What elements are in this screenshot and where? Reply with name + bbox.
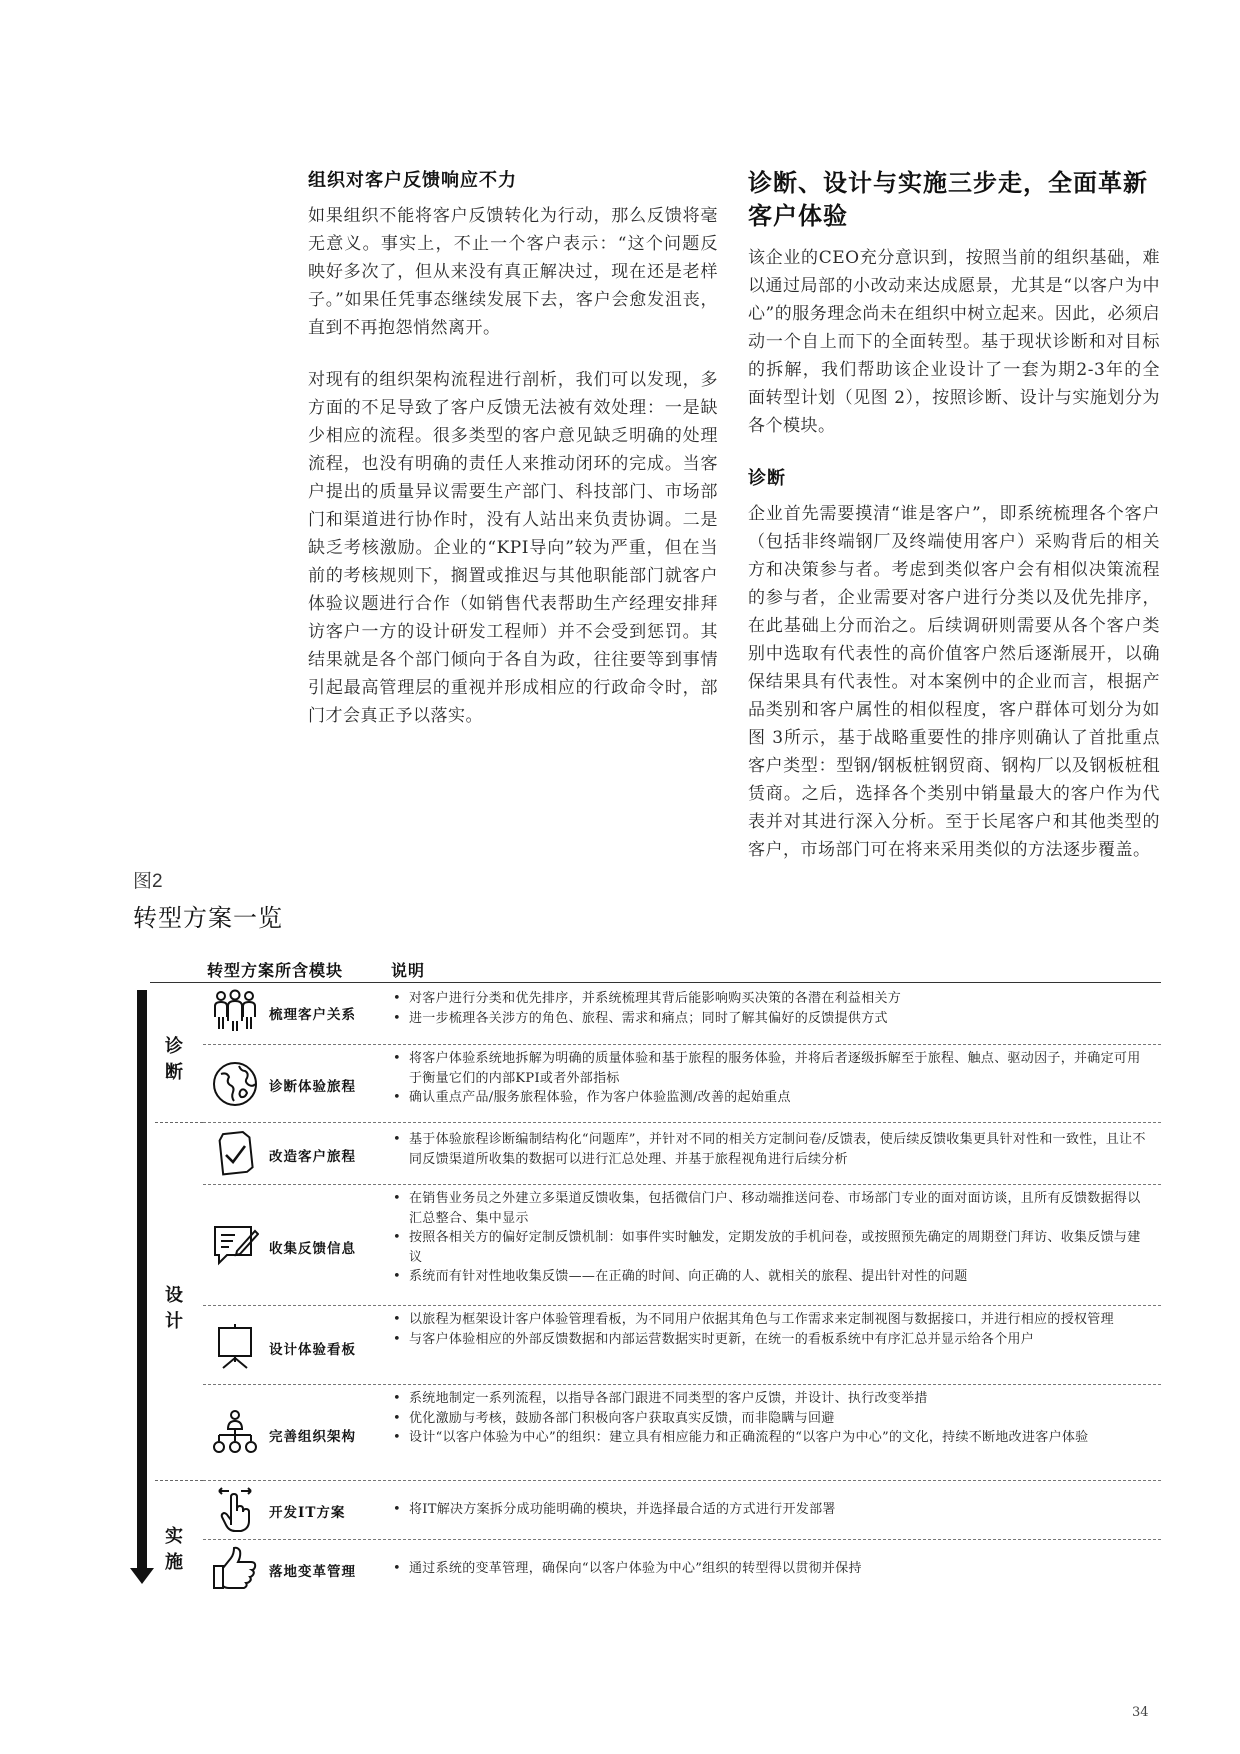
bullet-item: • 进一步梳理各关涉方的角色、旅程、需求和痛点；同时了解其偏好的反馈提供方式: [391, 1009, 1151, 1029]
bullet-item: • 与客户体验相应的外部反馈数据和内部运营数据实时更新，在统一的看板系统中有序汇总并显示给各个用户: [391, 1330, 1151, 1350]
phase-separator: [155, 1122, 203, 1123]
table-row: [203, 1308, 1161, 1383]
phase-design: 设计: [165, 1285, 183, 1332]
module-name: 设计体验看板: [269, 1342, 356, 1358]
module-description: [391, 1049, 1151, 1108]
left-column: [308, 166, 718, 754]
module-description: [391, 1130, 1151, 1169]
table-row: [203, 1187, 1161, 1304]
touch-swipe-icon: [211, 1485, 259, 1533]
bullet-item: • 对客户进行分类和优先排序，并系统梳理其背后能影响购买决策的各潜在利益相关方: [391, 989, 1151, 1009]
bullet-item: • 在销售业务员之外建立多渠道反馈收集，包括微信门户、移动端推送问卷、市场部门专业的面对面访谈，且所有反馈数据得以汇总整合、集中显示: [391, 1189, 1151, 1228]
module-name: 收集反馈信息: [269, 1241, 356, 1257]
bullet-item: • 将客户体验系统地拆解为明确的质量体验和基于旅程的服务体验，并将后者逐级拆解至于旅程、触点、驱动因子，并确定可用于衡量它们的内部KPI或者外部指标: [391, 1049, 1151, 1088]
module-name: 落地变革管理: [269, 1564, 356, 1580]
process-arrow-head: [130, 1568, 154, 1584]
thumbs-up-icon: [211, 1544, 259, 1592]
row-separator: [203, 1044, 1161, 1045]
row-separator: [203, 1184, 1161, 1185]
table-row: [203, 1542, 1161, 1602]
phase-separator: [155, 1480, 203, 1481]
module-description: [391, 989, 1151, 1028]
dashboard-board-icon: [211, 1322, 259, 1370]
org-chart-icon: [211, 1409, 259, 1457]
module-description: [391, 1189, 1151, 1287]
feedback-edit-icon: [211, 1221, 259, 1269]
table-header-description: 说明: [391, 961, 426, 980]
left-heading: 组织对客户反馈响应不力: [308, 170, 517, 191]
row-separator: [203, 1122, 1161, 1123]
bullet-item: • 将IT解决方案拆分成功能明确的模块，并选择最合适的方式进行开发部署: [391, 1500, 1151, 1520]
module-description: [391, 1500, 1151, 1520]
globe-icon: [211, 1060, 259, 1108]
row-separator: [203, 1384, 1161, 1385]
bullet-item: • 优化激励与考核，鼓励各部门积极向客户获取真实反馈，而非隐瞒与回避: [391, 1409, 1151, 1429]
left-paragraph-1: 如果组织不能将客户反馈转化为行动，那么反馈将毫无意义。事实上，不止一个客户表示：“这个问题反映好多次了，但从来没有真正解决过，现在还是老样子。”如果任凭事态继续发展下去，客户会愈发沮丧，直到不再抱怨悄然离开。: [308, 206, 718, 338]
table-row: [203, 1387, 1161, 1479]
module-name: 完善组织架构: [269, 1429, 356, 1445]
right-intro: 该企业的CEO充分意识到，按照当前的组织基础，难以通过局部的小改动来达成愿景，尤其是“以客户为中心”的服务理念尚未在组织中树立起来。因此，必须启动一个自上而下的全面转型。基于现状诊断和对目标的拆解，我们帮助该企业设计了一套为期2-3年的全面转型计划（见图 2），按照诊断、设计与实施划分为各个模块。: [748, 248, 1160, 436]
row-separator: [203, 1305, 1161, 1306]
bullet-item: • 确认重点产品/服务旅程体验，作为客户体验监测/改善的起始重点: [391, 1088, 1151, 1108]
right-subheading: 诊断: [748, 468, 786, 489]
module-name: 开发IT方案: [269, 1505, 346, 1521]
bullet-item: • 系统地制定一系列流程，以指导各部门跟进不同类型的客户反馈，并设计、执行改变举措: [391, 1389, 1151, 1409]
bullet-item: • 以旅程为框架设计客户体验管理看板，为不同用户依据其角色与工作需求来定制视图与数据接口，并进行相应的授权管理: [391, 1310, 1151, 1330]
table-row: [203, 1047, 1161, 1121]
module-name: 梳理客户关系: [269, 1007, 356, 1023]
table-row: [203, 1125, 1161, 1183]
row-separator: [203, 1539, 1161, 1540]
phase-implement: 实施: [165, 1526, 183, 1573]
bullet-item: • 系统而有针对性地收集反馈——在正确的时间、向正确的人、就相关的旅程、提出针对性的问题: [391, 1267, 1151, 1287]
process-arrow-shaft: [137, 990, 147, 1570]
table-row: [203, 985, 1161, 1040]
bullet-item: • 设计“以客户体验为中心”的组织：建立具有相应能力和正确流程的“以客户为中心”的文化，持续不断地改进客户体验: [391, 1428, 1151, 1448]
module-description: [391, 1310, 1151, 1349]
table-top-rule: [150, 982, 1161, 983]
module-description: [391, 1389, 1151, 1448]
module-name: 诊断体验旅程: [269, 1079, 356, 1095]
bullet-item: • 基于体验旅程诊断编制结构化“问题库”，并针对不同的相关方定制问卷/反馈表，使后续反馈收集更具针对性和一致性，且让不同反馈渠道所收集的数据可以进行汇总处理、并基于旅程视角进行后续分析: [391, 1130, 1151, 1169]
module-description: [391, 1559, 1151, 1579]
phase-diagnose: 诊断: [165, 1036, 183, 1083]
right-body: 企业首先需要摸清“谁是客户”，即系统梳理各个客户（包括非终端钢厂及终端使用客户）采购背后的相关方和决策参与者。考虑到类似客户会有相似决策流程的参与者，企业需要对客户进行分类以及优先排序，在此基础上分而治之。后续调研则需要从各个客户类别中选取有代表性的高价值客户然后逐渐展开，以确保结果具有代表性。对本案例中的企业而言，根据产品类别和客户属性的相似程度，客户群体可划分为如图 3所示，基于战略重要性的排序则确认了首批重点客户类型：型钢/钢板桩钢贸商、钢构厂以及钢板桩租赁商。之后，选择各个类别中销量最大的客户作为代表并对其进行深入分析。至于长尾客户和其他类型的客户，市场部门可在将来采用类似的方法逐步覆盖。: [748, 504, 1160, 860]
figure-label: 图2: [133, 871, 163, 892]
bullet-item: • 按照各相关方的偏好定制反馈机制：如事件实时触发，定期发放的手机问卷，或按照预先确定的周期登门拜访、收集反馈与建议: [391, 1228, 1151, 1267]
page-number: 34: [1132, 1705, 1149, 1720]
figure-title: 转型方案一览: [133, 904, 283, 932]
table-row: [203, 1483, 1161, 1538]
people-group-icon: [211, 987, 259, 1035]
right-heading: 诊断、设计与实施三步走，全面革新客户体验: [748, 168, 1148, 230]
bullet-item: • 通过系统的变革管理，确保向“以客户体验为中心”组织的转型得以贯彻并保持: [391, 1559, 1151, 1579]
module-name: 改造客户旅程: [269, 1149, 356, 1165]
table-header-module: 转型方案所含模块: [207, 961, 344, 980]
row-separator: [203, 1480, 1161, 1481]
document-check-icon: [211, 1129, 259, 1177]
left-paragraph-2: 对现有的组织架构流程进行剖析，我们可以发现，多方面的不足导致了客户反馈无法被有效处理：一是缺少相应的流程。很多类型的客户意见缺乏明确的处理流程，也没有明确的责任人来推动闭环的完成。当客户提出的质量异议需要生产部门、科技部门、市场部门和渠道进行协作时，没有人站出来负责协调。二是缺乏考核激励。企业的“KPI导向”较为严重，但在当前的考核规则下，搁置或推迟与其他职能部门就客户体验议题进行合作（如销售代表帮助生产经理安排拜访客户一方的设计研发工程师）并不会受到惩罚。其结果就是各个部门倾向于各自为政，往往要等到事情引起最高管理层的重视并形成相应的行政命令时，部门才会真正予以落实。: [308, 370, 718, 726]
right-column: [748, 166, 1160, 878]
